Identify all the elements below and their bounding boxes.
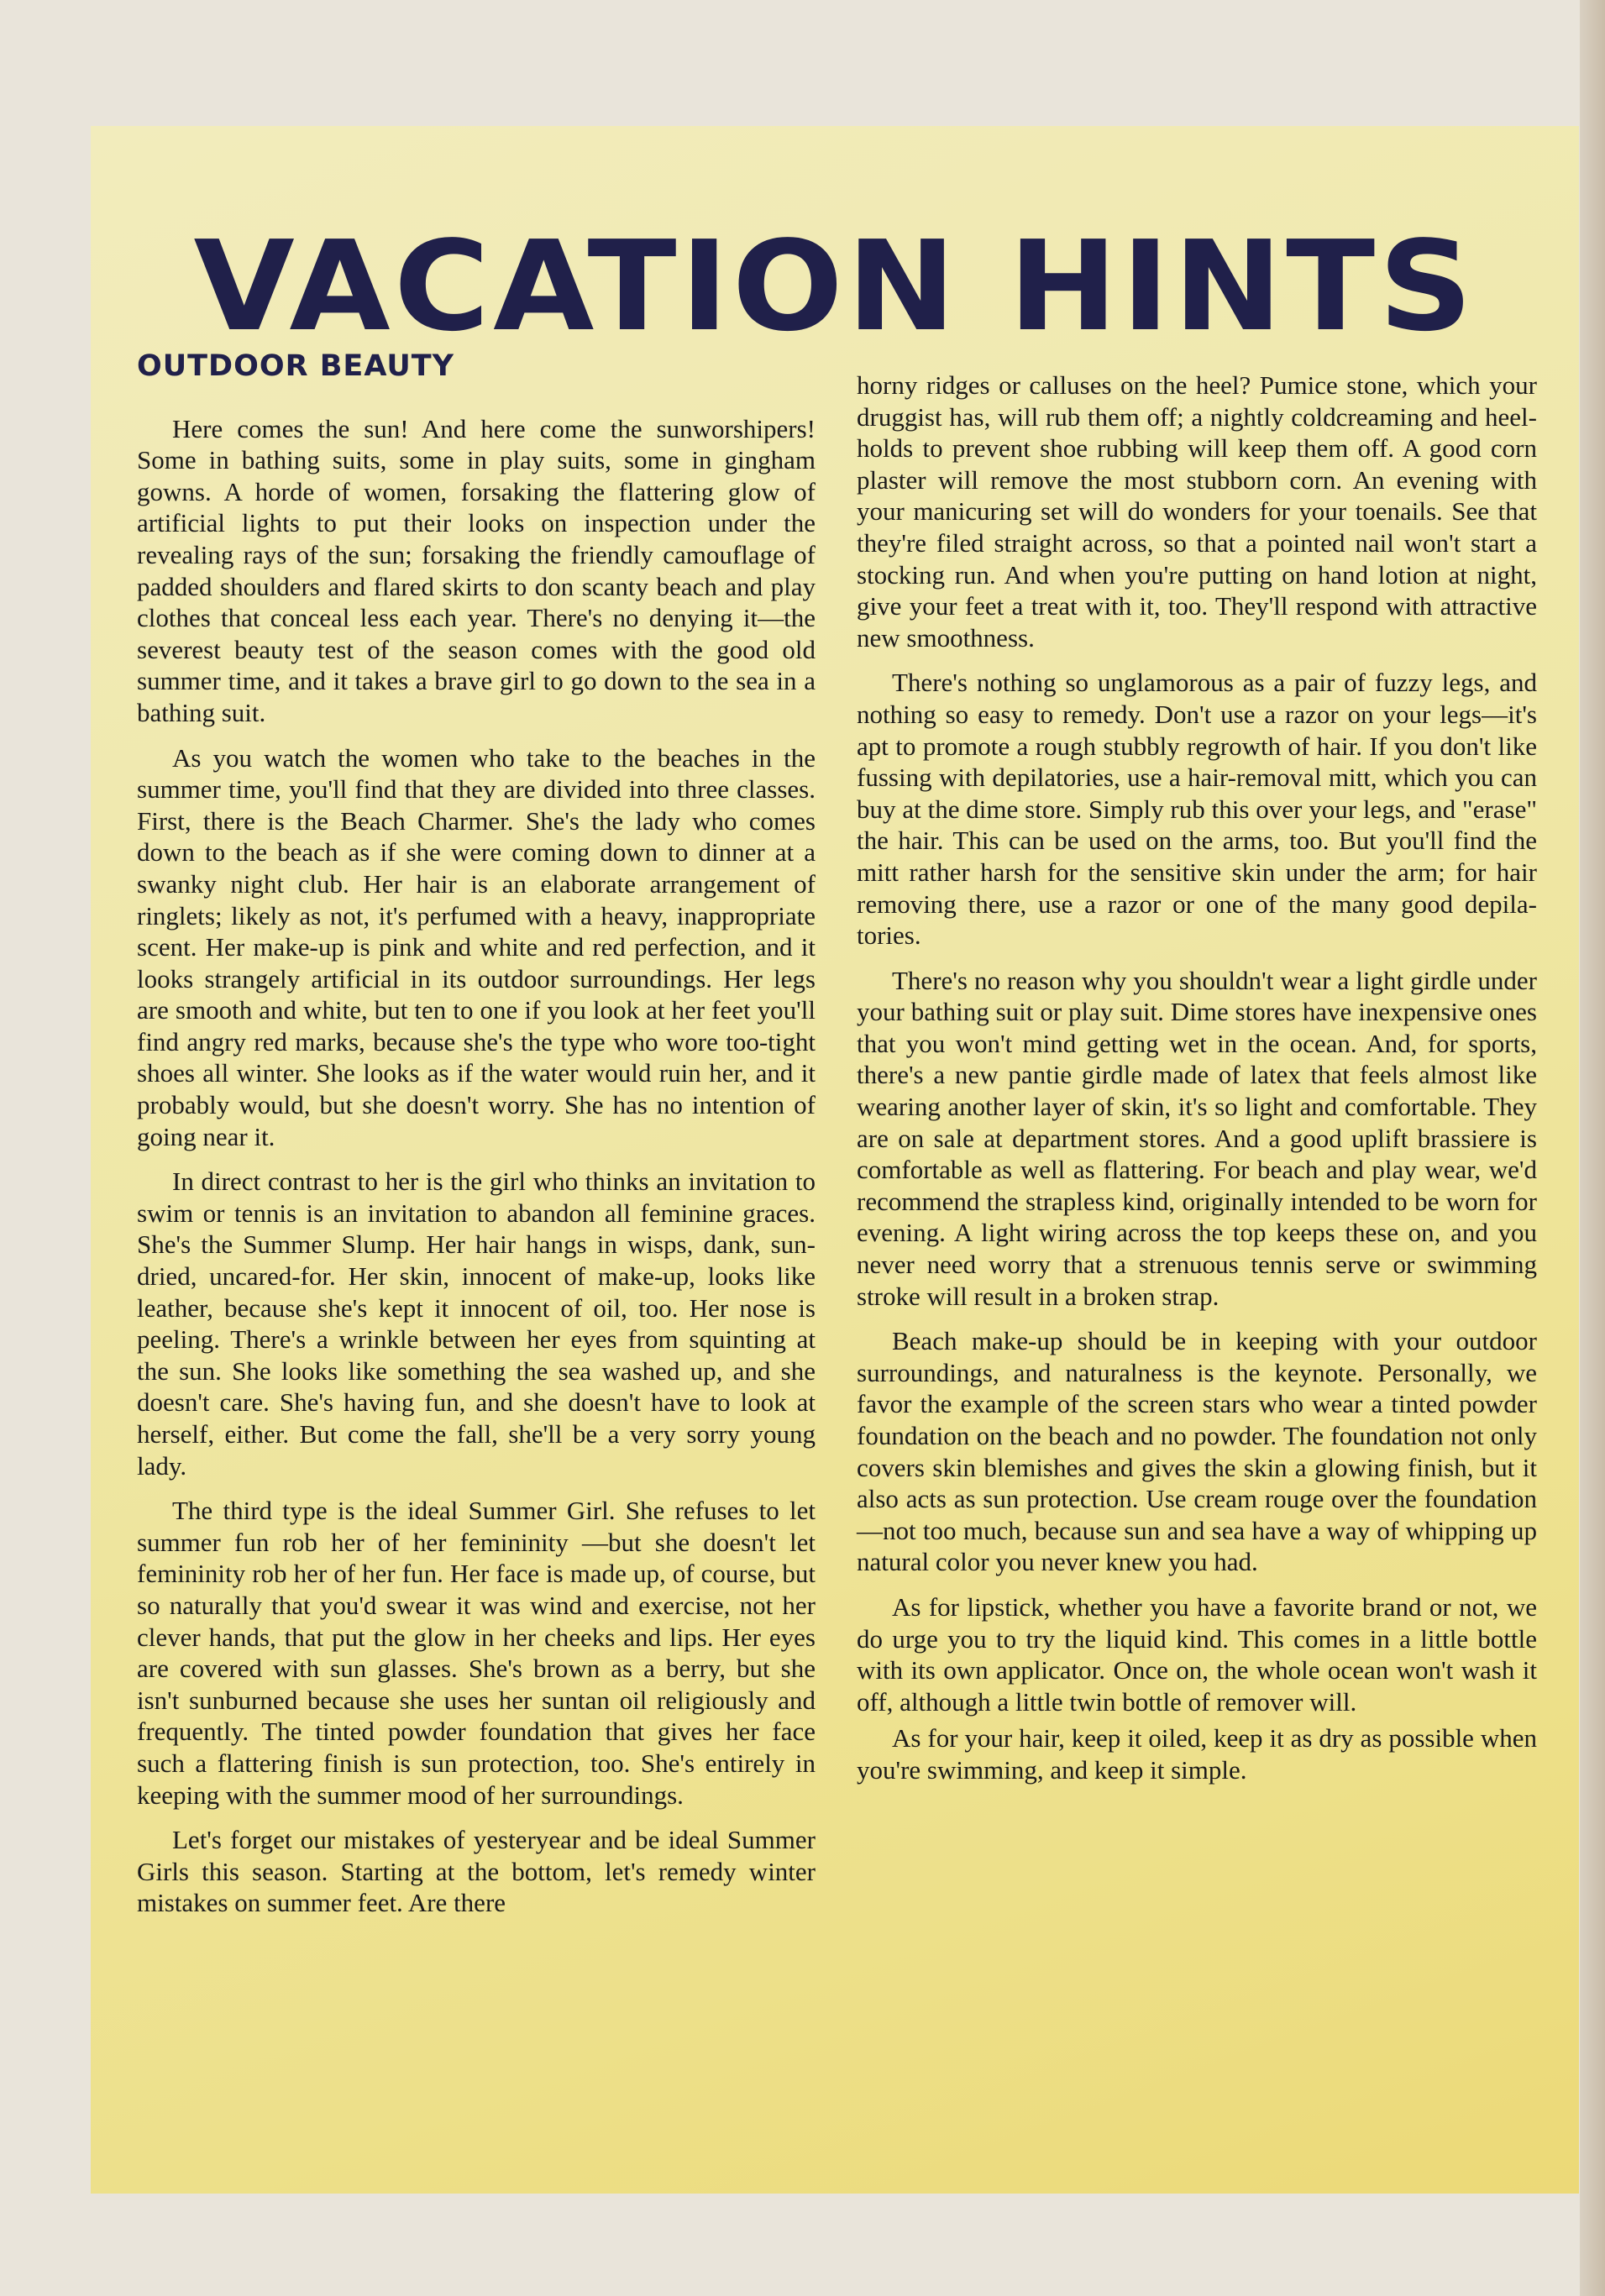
paragraph-continuation: horny ridges or calluses on the heel? Pumice stone, which your druggist has, will rub them off; a nightly coldcreaming and heel-holds to prevent shoe rubbing will keep them off. A good corn plaster will remove the most stubborn corn. An evening with your manicuring set will do wonders for your toenails. See that they're filed straight across, so that a pointed nail won't start a stocking run. And when you're putting on hand lotion at night, give your feet a treat with it, too. They'll respond with attractive new smoothness.	[857, 370, 1537, 653]
paragraph: As for your hair, keep it oiled, keep it as dry as possible when you're swimming, and keep it simple.	[857, 1723, 1537, 1785]
paragraph: In direct contrast to her is the girl who thinks an invitation to swim or tennis is an invitation to abandon all feminine graces. She's the Summer Slump. Her hair hangs in wisps, dank, sun-dried, uncared-for. Her skin, innocent of make-up, looks like leather, because she's kept it innocent of oil, too. Her nose is peeling. There's a wrinkle between her eyes from squinting at the sun. She looks like something the sea washed up, and she doesn't care. She's having fun, and she doesn't have to look at herself, either. But come the fall, she'll be a very sorry young lady.	[137, 1166, 816, 1481]
right-column	[857, 370, 1537, 1800]
paragraph: There's nothing so unglamorous as a pair of fuzzy legs, and nothing so easy to remedy. Don't use a razor on your legs—it's apt to promote a rough stubbly regrowth of hair. If you don't like fussing with depilatories, use a hair-removal mitt, which you can buy at the dime store. Simply rub this over your legs, and "erase" the hair. This can be used on the arms, too. But you'll find the mitt rather harsh for the sensitive skin under the arm; for hair removing there, use a razor or one of the many good depilatories.	[857, 668, 1537, 951]
section-heading: OUTDOOR BEAUTY	[137, 349, 454, 383]
paragraph: As you watch the women who take to the beaches in the summer time, you'll find that they are divided into three classes. First, there is the Beach Charmer. She's the lady who comes down to the beach as if she were coming down to dinner at a swanky night club. Her hair is an elaborate arrangement of ringlets; likely as not, it's perfumed with a heavy, inappropriate scent. Her make-up is pink and white and red perfection, and it looks strangely artificial in its outdoor surroundings. Her legs are smooth and white, but ten to one if you look at her feet you'll find angry red marks, because she's the type who wore too-tight shoes all winter. She looks as if the water would ruin her, and it probably would, but she doesn't worry. She has no intention of going near it.	[137, 742, 816, 1151]
page-title: VACATION HINTS	[193, 214, 1476, 359]
paragraph: Beach make-up should be in keeping with your outdoor surroundings, and naturalness is the keynote. Personally, we favor the example of the screen stars who wear a tinted powder foundation on the beach and no powder. The foundation not only covers skin blemishes and gives the skin a glowing finish, but it also acts as sun protection. Use cream rouge over the foundation—not too much, because sun and sea have a way of whipping up natural color you never knew you had.	[857, 1326, 1537, 1577]
paragraph: Here comes the sun! And here come the sunworshipers! Some in bathing suits, some in play suits, some in gingham gowns. A horde of women, forsaking the flattering glow of artificial lights to put their looks on inspection under the revealing rays of the sun; forsaking the friendly camouflage of padded shoulders and flared skirts to don scanty beach and play clothes that conceal less each year. There's no denying it—the severest beauty test of the season comes with the good old summer time, and it takes a brave girl to go down to the sea in a bathing suit.	[137, 413, 816, 727]
paragraph: Let's forget our mistakes of yesteryear and be ideal Summer Girls this season. Starting at the bottom, let's remedy winter mistakes on summer feet. Are there	[137, 1825, 816, 1918]
paragraph: There's no reason why you shouldn't wear a light girdle under your bathing suit or play suit. Dime stores have inexpensive ones that you won't mind getting wet in the ocean. And, for sports, there's a new pantie girdle made of latex that feels almost like wearing another layer of skin, it's so light and comfortable. They are on sale at department stores. And a good uplift brassiere is comfortable as well as flattering. For beach and play wear, we'd recommend the strapless kind, originally intended to be worn for evening. A light wiring across the top keeps these on, and you never need worry that a strenuous tennis serve or swimming stroke will result in a broken strap.	[857, 965, 1537, 1311]
paragraph: The third type is the ideal Summer Girl. She refuses to let summer fun rob her of her femininity —but she doesn't let femininity rob her of her fun. Her face is made up, of course, but so naturally that you'd swear it was wind and exercise, not her clever hands, that put the glow in her cheeks and lips. Her eyes are covered with sun glasses. She's brown as a berry, but she isn't sunburned because she uses her suntan oil religiously and frequently. The tinted powder foundation that gives her face such a flattering finish is sun protection, too. She's entirely in keeping with the summer mood of her surroundings.	[137, 1496, 816, 1810]
left-column	[137, 336, 816, 1932]
paragraph: As for lipstick, whether you have a favorite brand or not, we do urge you to try the liquid kind. This comes in a little bottle with its own applicator. Once on, the whole ocean won't wash it off, although a little twin bottle of remover will.	[857, 1591, 1537, 1717]
